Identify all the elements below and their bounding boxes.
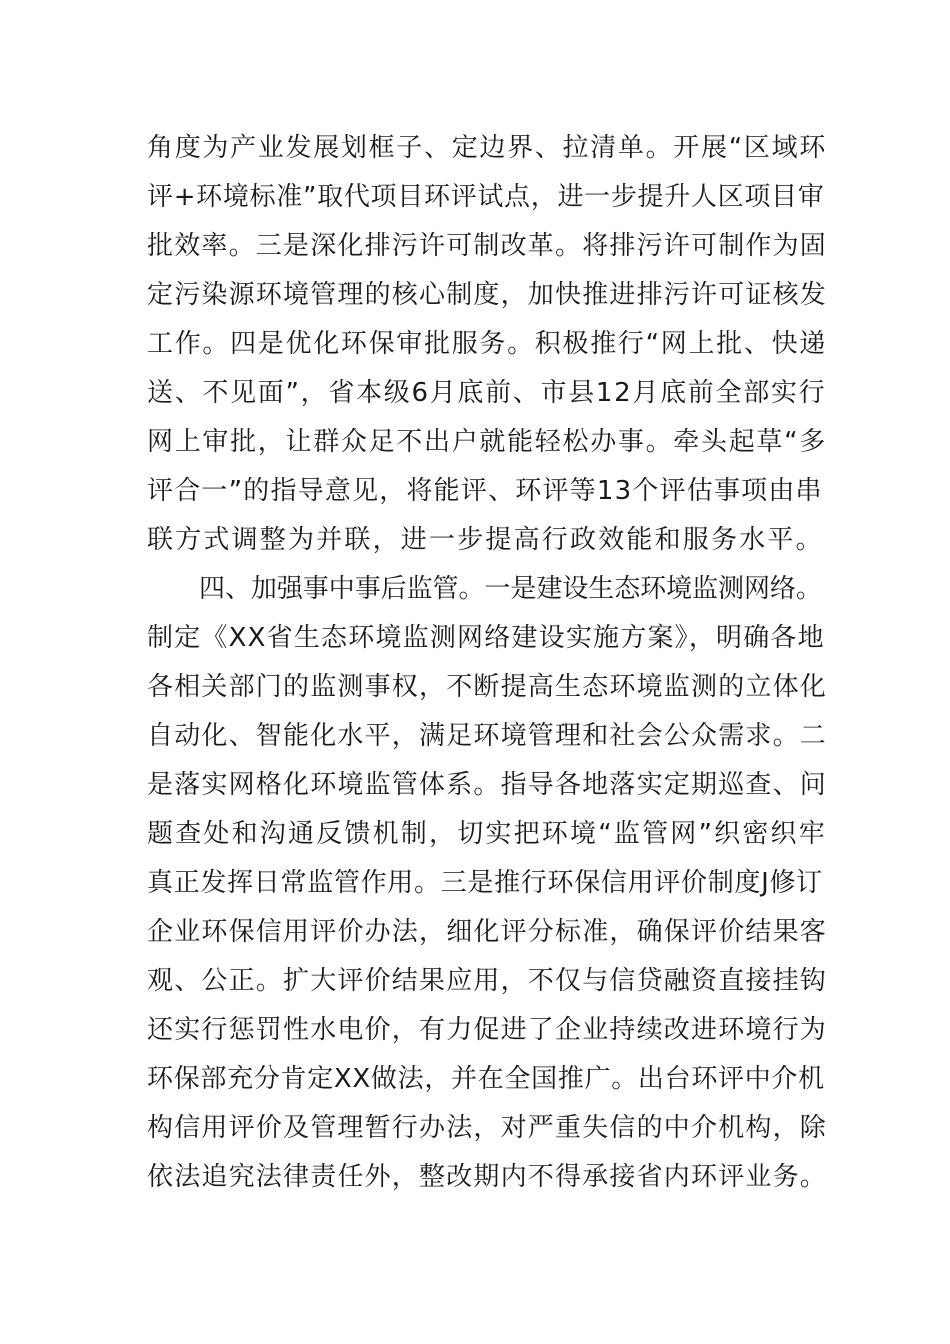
body-text-line: 网上审批，让群众足不出户就能轻松办事。牵头起草“多 (147, 427, 827, 457)
body-text-line: 制定《XX省生态环境监测网络建设实施方案》，明确各地 (147, 623, 825, 653)
body-text-line: 构信用评价及管理暂行办法，对严重失信的中介机构，除 (147, 1113, 828, 1143)
body-text-line: 题查处和沟通反馈机制，切实把环境“监管网”织密织牢 (147, 819, 827, 849)
body-text-line: 评合一”的指导意见，将能评、环评等13个评估事项由串 (147, 476, 823, 506)
body-text-line: 自动化、智能化水平，满足环境管理和社会公众需求。二 (147, 721, 828, 751)
body-text-line: 真正发挥日常监管作用。三是推行环保信用评价制度J修订 (147, 868, 823, 898)
paragraph-first-line: 四、加强事中事后监管。一是建设生态环境监测网络。 (199, 574, 822, 604)
body-text-line: 联方式调整为并联，进一步提高行政效能和服务水平。 (147, 525, 824, 555)
body-text-line: 定污染源环境管理的核心制度，加快推进排污许可证核发 (147, 280, 828, 310)
body-text-line: 是落实网格化环境监管体系。指导各地落实定期巡查、问 (147, 770, 828, 800)
body-text-line: 依法追究法律责任外，整改期内不得承接省内环评业务。 (147, 1162, 828, 1192)
body-text-line: 企业环保信用评价办法，细化评分标准，确保评价结果客 (147, 917, 828, 947)
body-text-line: 批效率。三是深化排污许可制改革。将排污许可制作为固 (147, 231, 828, 261)
body-text-line: 工作。四是优化环保审批服务。积极推行“网上批、快递 (147, 329, 827, 359)
body-text-line: 各相关部门的监测事权，不断提高生态环境监测的立体化 (147, 672, 828, 702)
body-text-line: 环保部充分肯定XX做法，并在全国推广。出台环评中介机 (147, 1064, 825, 1094)
body-text-line: 送、不见面”，省本级6月底前、市县12月底前全部实行 (147, 378, 827, 408)
body-text-line: 还实行惩罚性水电价，有力促进了企业持续改进环境行为 (147, 1015, 828, 1045)
body-text-line: 角度为产业发展划框子、定边界、拉清单。开展“区域环 (147, 133, 827, 163)
body-text-line: 观、公正。扩大评价结果应用，不仅与信贷融资直接挂钩 (147, 966, 828, 996)
body-text-line: 评+环境标准”取代项目环评试点，进一步提升人区项目审 (147, 182, 825, 212)
